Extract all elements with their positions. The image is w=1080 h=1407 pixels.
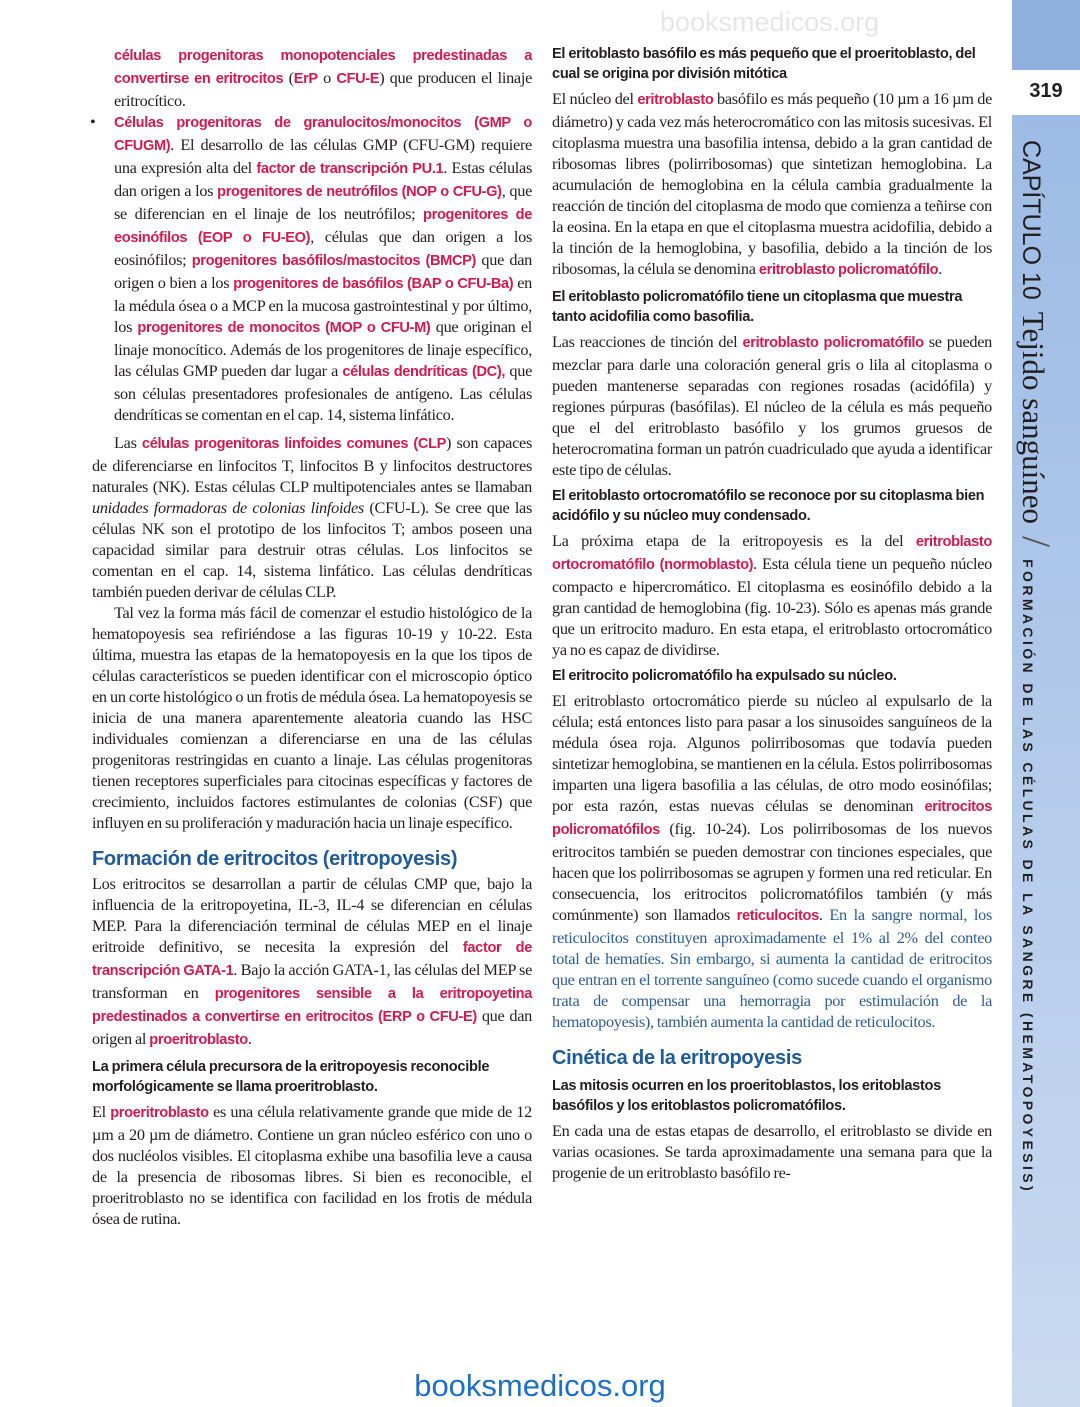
- paragraph: [552, 331, 992, 480]
- text-run: que dan origen al: [92, 1006, 532, 1048]
- text-run: El núcleo del: [552, 89, 638, 108]
- highlighted-term: eritroblasto: [637, 92, 714, 108]
- subheading: [552, 287, 992, 327]
- paragraph: [552, 530, 992, 660]
- highlighted-term: progenitores de basófilos (BAP o CFU-Ba): [233, 276, 514, 292]
- highlighted-term: progenitores basófilos/mastocitos (BMCP): [191, 253, 477, 269]
- text-run: . Esta célula tiene un pequeño núcleo compacto e hipercromático. El citoplasma es eosinófilo debido a la gran cantidad de hemoglobina (fig. 10-23). Sólo es apenas más grande que un eritrocito maduro. En esta etapa, el eritroblasto ortocromático ya no es capaz de dividirse.: [552, 554, 992, 659]
- highlighted-term: CFU-E: [336, 71, 380, 87]
- paragraph: [92, 602, 532, 833]
- side-tab-top: [1012, 0, 1080, 70]
- text-run: El eritoblasto ortocromatófilo se reconoce por su citoplasma bien acidófilo y su núcleo muy condensado.: [552, 488, 985, 524]
- text-run: que originan el linaje monocítico. Además de los progenitores de linaje específico, las células GMP pueden dar lugar a: [114, 317, 532, 380]
- text-run: En cada una de estas etapas de desarrollo, el eritroblasto se divide en varias ocasiones. Se tarda aproximadamente una semana para que la progenie de un eritroblasto basófilo re-: [552, 1121, 992, 1182]
- page-number: 319: [1029, 80, 1063, 102]
- paragraph: [552, 88, 992, 281]
- text-run: .: [247, 1029, 252, 1048]
- footer-link[interactable]: booksmedicos.org: [414, 1368, 666, 1403]
- text-run: El eritroblasto ortocromático pierde su núcleo al expulsarlo de la célula; está entonces listo para pasar a los sinusoides sanguíneos de la médula ósea roja. Algunos polirribosomas que todavía pueden sintetizar hemoglobina, se mantienen en la célula. Estos polirribosomas imparten una ligera basofilia a las células, de otro modo eosinófilas; por esta razón, estas nuevas células se denominan: [552, 691, 992, 815]
- text-run: se pueden mezclar para darle una coloración general gris o lila al citoplasma o pueden mantenerse separadas con regiones rosadas (acidófila) y regiones púrpuras (basófilas). El núcleo de la célula es más pequeño que el del eritroblasto basófilo y los grumos gruesos de heterocromatina forman un patrón cuadriculado que ayuda a identificar este tipo de células.: [552, 332, 992, 479]
- separator-slash: /: [1014, 535, 1059, 548]
- text-run: Cinética de la eritropoyesis: [552, 1047, 802, 1069]
- text-run: , que se diferencian en el linaje de los neutrófilos;: [114, 181, 532, 223]
- text-run: que dan origen o bien a los: [114, 250, 532, 292]
- subheading: [92, 1057, 532, 1097]
- subheading: [552, 1076, 992, 1116]
- highlighted-term: células dendríticas (DC),: [342, 364, 506, 380]
- text-run: El eritrocito policromatófilo ha expulsado su núcleo.: [552, 668, 897, 684]
- text-run: El eritoblasto policromatófilo tiene un citoplasma que muestra tanto acidofilia como basofilia.: [552, 289, 963, 325]
- highlighted-term: factor de transcripción GATA-1: [92, 940, 532, 979]
- text-run: La primera célula precursora de la eritropoyesis reconocible morfológicamente se llama proeritroblasto.: [92, 1059, 490, 1095]
- subheading: [552, 666, 992, 686]
- text-run: .: [818, 905, 830, 924]
- subheading: [552, 44, 992, 84]
- text-run: El: [92, 1102, 111, 1121]
- highlighted-term: proeritroblasto: [149, 1032, 248, 1048]
- highlighted-term: ErP: [293, 71, 318, 87]
- blue-text: En la sangre normal, los reticulocitos constituyen aproximadamente el 1% al 2% del conteo total de hematíes. Sin embargo, si aumenta la cantidad de eritrocitos que entran en el torrente sanguíneo (como sucede cuando el organismo trata de compensar una hemorragia por estimulación de la hematopoyesis), también aumenta la cantidad de reticulocitos.: [552, 905, 992, 1031]
- paragraph: [552, 690, 992, 1032]
- text-run: . Estas células dan origen a los: [114, 158, 532, 200]
- text-run: Formación de eritrocitos (eritropoyesis): [92, 848, 458, 870]
- text-run: Tal vez la forma más fácil de comenzar el estudio histológico de la hematopoyesis sea refiriéndose a las figuras 10-19 y 10-22. Esta última, muestra las etapas de la hematopoyesis en la que los tipos de células característicos se pueden identificar con el microscopio óptico en un corte histológico o un frotis de médula ósea. La hematopoyesis se inicia de una manera aparentemente aleatoria cuando las HSC individuales comienzan a diferenciarse en una de las células progenitoras restringidas en cuanto a linaje. Las células progenitoras tienen receptores superficiales para citocinas específicas y factores de crecimiento, incluidos factores estimulantes de colonias (CSF) que influyen en su proliferación y maduración hacia un linaje específico.: [92, 603, 532, 832]
- text-run: Las: [114, 433, 142, 452]
- highlighted-term: proeritroblasto: [110, 1105, 209, 1121]
- highlighted-term: eritroblasto policromatófilo: [758, 262, 939, 278]
- text-run: . El desarrollo de las células GMP (CFU-GM) requiere una expresión alta del: [114, 135, 532, 177]
- chapter-running-head: [1013, 140, 1060, 1194]
- section-heading: [92, 847, 532, 871]
- right-column: [552, 44, 992, 1183]
- paragraph: [552, 1120, 992, 1183]
- text-run: .: [938, 259, 942, 278]
- text-run: , células que dan origen a los eosinófilos;: [114, 227, 533, 269]
- text-run: (: [283, 68, 294, 87]
- text-run: ) son capaces de diferenciarse en linfocitos T, linfocitos B y linfocitos destructores naturales (NK). Estas células CLP multipotenciales antes se llamaban: [92, 433, 532, 496]
- text-run: Las mitosis ocurren en los proeritoblastos, los eritoblastos basófilos y los eritoblastos policromatófilos.: [552, 1078, 941, 1114]
- italic-term: unidades formadoras de colonias linfoides: [92, 498, 364, 517]
- highlighted-term: eritrocitos policromatófilos: [552, 799, 992, 838]
- highlighted-term: células progenitoras monopotenciales predestinadas a convertirse en eritrocitos: [114, 48, 532, 87]
- highlighted-term: células progenitoras linfoides comunes (CLP: [141, 436, 447, 452]
- highlighted-term: eritroblasto ortocromatófilo (normoblasto): [552, 534, 992, 573]
- bullet-icon: •: [90, 112, 96, 131]
- text-run: Los eritrocitos se desarrollan a partir de células CMP que, bajo la influencia de la eritropoyetina, IL-3, IL-4 se diferencian en células MEP. Para la diferenciación terminal de células MEP en el linaje eritroide definitivo, se necesita la expresión del: [92, 874, 532, 956]
- highlighted-term: factor de transcripción PU.1: [256, 161, 444, 177]
- watermark: booksmedicos.org: [660, 7, 880, 37]
- chapter-number: CAPÍTULO 10: [1017, 140, 1045, 300]
- chapter-title: Tejido sanguíneo: [1016, 311, 1051, 524]
- highlighted-term: progenitores de monocitos (MOP o CFU-M): [137, 320, 431, 336]
- paragraph: [92, 432, 532, 602]
- text-run: que son células presentadores profesionales de antígeno. Las células dendríticas se comentan en el cap. 14, sistema linfático.: [114, 361, 533, 424]
- bullet-item: [92, 111, 532, 425]
- highlighted-term: eritroblasto policromatófilo: [742, 335, 924, 351]
- left-column: [92, 44, 532, 1229]
- highlighted-term: progenitores de eosinófilos (EOP o FU-EO): [114, 207, 532, 246]
- text-run: El eritoblasto basófilo es más pequeño que el proeritoblasto, del cual se origina por división mitótica: [552, 46, 976, 82]
- highlighted-term: reticulocitos: [736, 908, 819, 924]
- text-run: Las reacciones de tinción del: [552, 332, 743, 351]
- text-run: o: [317, 68, 337, 87]
- text-run: ) que producen el linaje eritrocítico.: [114, 68, 532, 110]
- highlighted-term: progenitores sensible a la eritropoyetina predestinados a convertirse en eritrocitos (ERP o CFU-E): [92, 986, 532, 1025]
- section-title: FORMACIÓN DE LAS CÉLULAS DE LA SANGRE (HEMATOPOYESIS): [1020, 559, 1036, 1195]
- paragraph: [92, 44, 532, 111]
- paragraph: [92, 1101, 532, 1229]
- text-run: La próxima etapa de la eritropoyesis es la del: [552, 531, 916, 550]
- highlighted-term: progenitores de neutrófilos (NOP o CFU-G): [217, 184, 502, 200]
- text-run: en la médula ósea o a MCP en la mucosa gastrointestinal y por último, los: [114, 273, 532, 336]
- text-run: basófilo es más pequeño (10 µm a 16 µm de diámetro) y cada vez más heterocromático con las mitosis sucesivas. El citoplasma muestra una basofilia intensa, debido a la gran cantidad de ribosomas libres (polirribosomas) que sintetizan hemoglobina. La acumulación de hemoglobina en la célula cambia gradualmente la reacción de tinción del citoplasma de modo que comienza a teñirse con la eosina. En la etapa en que el citoplasma muestra acidofilia, debido a la tinción de la hemoglobina, y basofilia, debido a la tinción de los ribosomas, la célula se denomina: [552, 89, 993, 278]
- paragraph: [92, 873, 532, 1051]
- highlighted-term: Células progenitoras de granulocitos/monocitos (GMP o CFUGM): [114, 115, 532, 154]
- text-run: . Bajo la acción GATA-1, las células del MEP se transforman en: [92, 960, 533, 1002]
- text-run: es una célula relativamente grande que mide de 12 µm a 20 µm de diámetro. Contiene un gran núcleo esférico con uno o dos nucléolos visibles. El citoplasma exhibe una basofilia leve a causa de la presencia de ribosomas libres. Si bien es reconocible, el proeritroblasto no se identifica con facilidad en los frotis de médula ósea de rutina.: [92, 1102, 532, 1228]
- text-run: (CFU-L). Se cree que las células NK son el prototipo de los linfocitos T; ambos poseen una capacidad similar para destruir otras células. Los linfocitos se comentan en el cap. 14, sistema linfático. Las células dendríticas también pueden derivar de células CLP.: [92, 498, 533, 601]
- section-heading: [552, 1046, 992, 1070]
- text-run: (fig. 10-24). Los polirribosomas de los nuevos eritrocitos también se pueden demostrar con tinciones especiales, que hacen que los polirribosomas se agrupen y formen una red reticular. En consecuencia, los eritrocitos policromatófilos también (y más comúnmente) son llamados: [552, 819, 992, 924]
- subheading: [552, 486, 992, 526]
